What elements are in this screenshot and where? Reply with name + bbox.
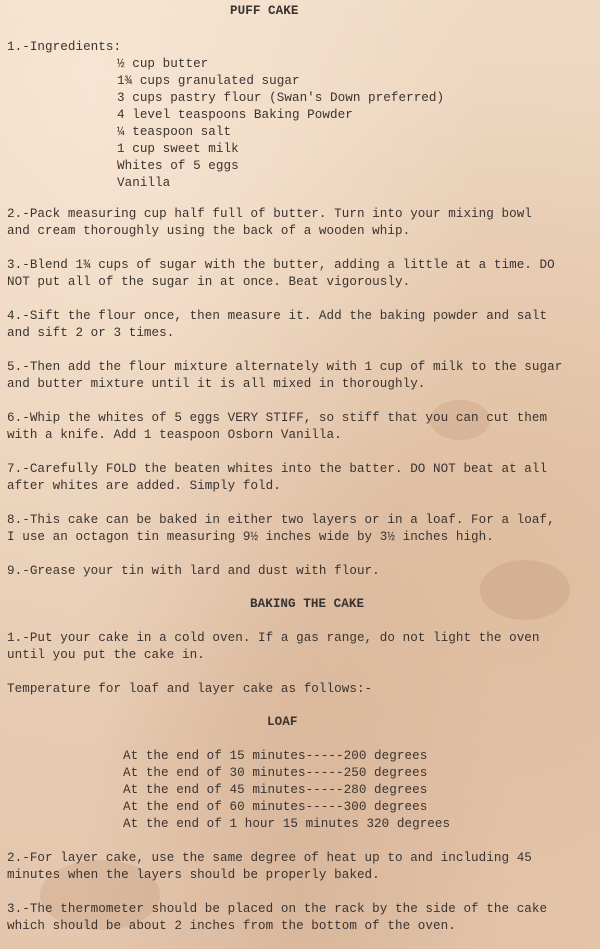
ingredient-item: 4 level teaspoons Baking Powder	[117, 108, 353, 122]
step-6-line-1: 6.-Whip the whites of 5 eggs VERY STIFF, so stiff that you can cut them	[7, 411, 548, 425]
ingredient-item: ½ cup butter	[117, 57, 209, 71]
ingredient-item: 3 cups pastry flour (Swan's Down preferred)	[117, 91, 445, 105]
baking-step-2-line-1: 2.-For layer cake, use the same degree of heat up to and including 45	[7, 851, 532, 865]
step-5-line-2: and butter mixture until it is all mixed in thoroughly.	[7, 377, 426, 391]
loaf-heading: LOAF	[267, 715, 298, 729]
baking-step-1-line-1: 1.-Put your cake in a cold oven. If a gas range, do not light the oven	[7, 631, 540, 645]
loaf-schedule-row: At the end of 1 hour 15 minutes 320 degrees	[123, 817, 451, 831]
step-4-line-1: 4.-Sift the flour once, then measure it. Add the baking powder and salt	[7, 309, 548, 323]
loaf-schedule-row: At the end of 30 minutes-----250 degrees	[123, 766, 428, 780]
baking-step-1-line-2: until you put the cake in.	[7, 648, 205, 662]
ingredient-item: 1¾ cups granulated sugar	[117, 74, 300, 88]
step-9-line-1: 9.-Grease your tin with lard and dust with flour.	[7, 564, 380, 578]
ingredient-item: 1 cup sweet milk	[117, 142, 239, 156]
loaf-schedule-row: At the end of 45 minutes-----280 degrees	[123, 783, 428, 797]
ingredient-item: ¼ teaspoon salt	[117, 125, 232, 139]
step-3-line-1: 3.-Blend 1¾ cups of sugar with the butter, adding a little at a time. DO	[7, 258, 555, 272]
page-title: PUFF CAKE	[230, 4, 299, 18]
step-7-line-2: after whites are added. Simply fold.	[7, 479, 281, 493]
step-7-line-1: 7.-Carefully FOLD the beaten whites into the batter. DO NOT beat at all	[7, 462, 548, 476]
baking-heading: BAKING THE CAKE	[250, 597, 365, 611]
step-3-line-2: NOT put all of the sugar in at once. Beat vigorously.	[7, 275, 411, 289]
step-8-line-1: 8.-This cake can be baked in either two layers or in a loaf. For a loaf,	[7, 513, 555, 527]
step-6-line-2: with a knife. Add 1 teaspoon Osborn Vanilla.	[7, 428, 342, 442]
ingredients-heading: 1.-Ingredients:	[7, 40, 122, 54]
ingredient-item: Vanilla	[117, 176, 171, 190]
loaf-schedule-row: At the end of 60 minutes-----300 degrees	[123, 800, 428, 814]
baking-step-3-line-1: 3.-The thermometer should be placed on the rack by the side of the cake	[7, 902, 548, 916]
step-8-line-2: I use an octagon tin measuring 9½ inches wide by 3½ inches high.	[7, 530, 494, 544]
baking-step-2-line-2: minutes when the layers should be properly baked.	[7, 868, 380, 882]
step-2-line-1: 2.-Pack measuring cup half full of butter. Turn into your mixing bowl	[7, 207, 532, 221]
step-4-line-2: and sift 2 or 3 times.	[7, 326, 175, 340]
step-5-line-1: 5.-Then add the flour mixture alternately with 1 cup of milk to the sugar	[7, 360, 563, 374]
loaf-schedule-row: At the end of 15 minutes-----200 degrees	[123, 749, 428, 763]
paper-stain	[480, 560, 570, 620]
temperature-intro: Temperature for loaf and layer cake as follows:-	[7, 682, 373, 696]
baking-step-3-line-2: which should be about 2 inches from the bottom of the oven.	[7, 919, 456, 933]
ingredient-item: Whites of 5 eggs	[117, 159, 239, 173]
step-2-line-2: and cream thoroughly using the back of a wooden whip.	[7, 224, 411, 238]
